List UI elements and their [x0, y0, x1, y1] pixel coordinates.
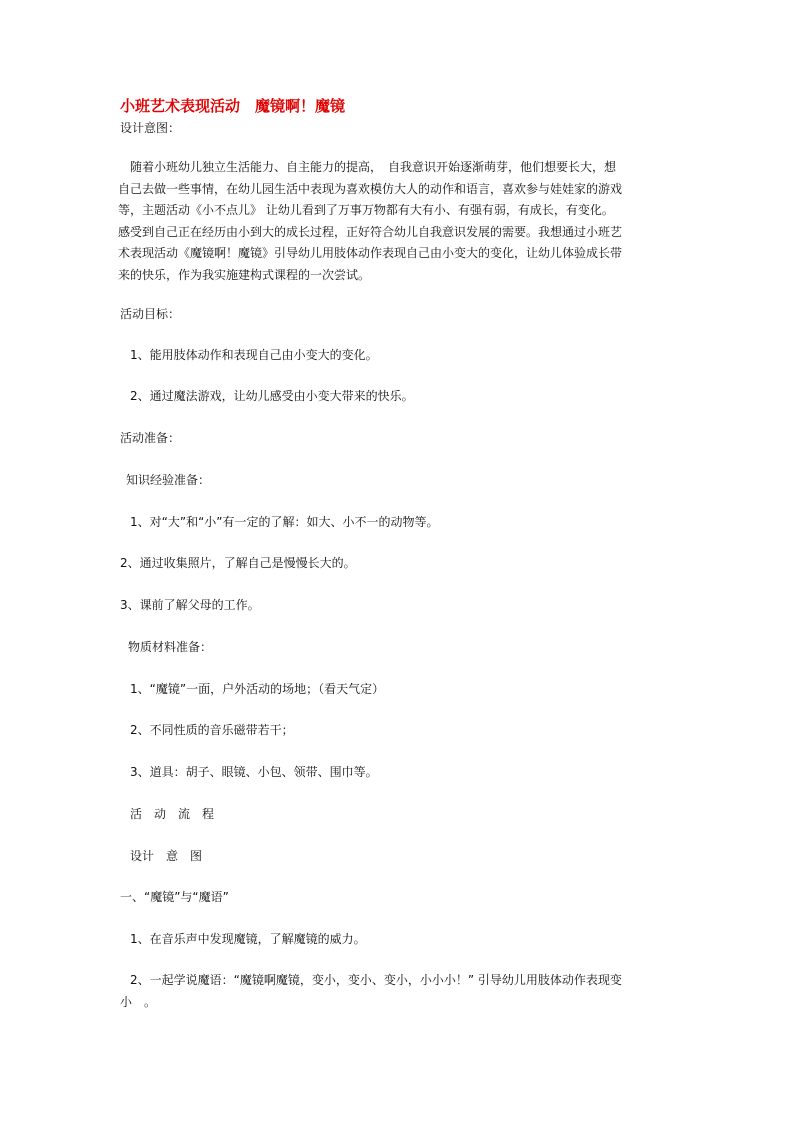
material-heading: 物质材料准备：	[128, 640, 213, 654]
knowledge-item: 1、对“大”和“小”有一定的了解：如大、小不一的动物等。	[130, 515, 439, 529]
goal-item: 1、能用肢体动作和表现自己由小变大的变化。	[130, 348, 378, 362]
design-intent-paragraph	[118, 157, 678, 286]
goal-item: 2、通过魔法游戏，让幼儿感受由小变大带来的快乐。	[130, 389, 414, 403]
knowledge-item: 2、通过收集照片，了解自己是慢慢长大的。	[120, 556, 356, 570]
paragraph-line: 随着小班幼儿独立生活能力、自主能力的提高， 自我意识开始逐渐萌芽，他们想要长大，想	[118, 160, 617, 174]
material-item: 2、不同性质的音乐磁带若干；	[130, 723, 294, 737]
knowledge-item: 3、课前了解父母的工作。	[120, 598, 260, 612]
paragraph-line: 感受到自己正在经历由小到大的成长过程，正好符合幼儿自我意识发展的需要。我想通过小班艺	[118, 224, 623, 239]
goals-heading: 活动目标：	[120, 307, 181, 321]
knowledge-heading: 知识经验准备：	[126, 473, 211, 487]
prep-heading: 活动准备：	[120, 431, 181, 445]
section-heading: 一、“魔镜”与“魔语”	[120, 890, 229, 904]
design-intent-heading: 设计意图：	[120, 121, 181, 135]
step-item: 1、在音乐声中发现魔镜，了解魔镜的威力。	[130, 932, 366, 946]
paragraph-line: 等，主题活动《小不点儿》 让幼儿看到了万事万物都有大有小、有强有弱，有成长，有变化。	[118, 203, 614, 217]
design-heading: 设计 意 图	[130, 849, 203, 863]
material-item: 3、道具：胡子、眼镜、小包、领带、围巾等。	[130, 765, 378, 779]
paragraph-line: 来的快乐，作为我实施建构式课程的一次尝试。	[118, 267, 371, 282]
step-item-continued: 小 。	[120, 995, 157, 1009]
step-item: 2、一起学说魔语：“魔镜啊魔镜，变小，变小、变小，小小小！” 引导幼儿用肢体动作表现变	[130, 973, 622, 987]
paragraph-line: 术表现活动《魔镜啊！魔镜》引导幼儿用肢体动作表现自己由小变大的变化，让幼儿体验成长带	[118, 246, 623, 260]
document-title: 小班艺术表现活动 魔镜啊！魔镜	[120, 97, 346, 115]
material-item: 1、“魔镜”一面，户外活动的场地；（看天气定）	[130, 682, 385, 696]
paragraph-line: 自己去做一些事情，在幼儿园生活中表现为喜欢模仿大人的动作和语言，喜欢参与娃娃家的游戏	[118, 181, 623, 196]
flow-heading: 活 动 流 程	[130, 807, 215, 821]
